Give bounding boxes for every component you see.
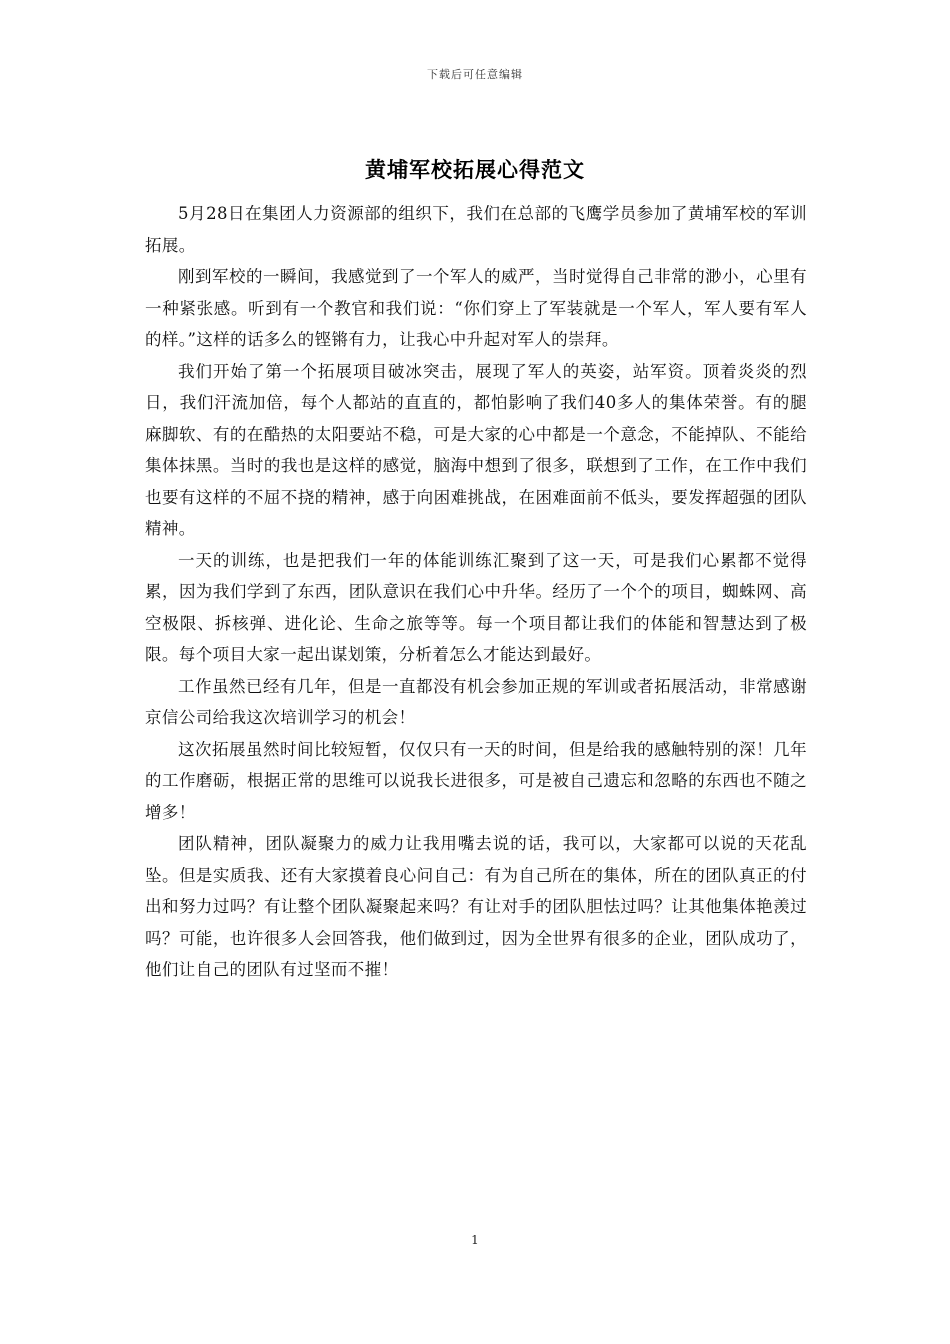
paragraph: 工作虽然已经有几年，但是一直都没有机会参加正规的军训或者拓展活动，非常感谢京信公司给我这次培训学习的机会！	[145, 676, 807, 727]
paragraph: 一天的训练，也是把我们一年的体能训练汇聚到了这一天，可是我们心累都不觉得累，因为我们学到了东西，团队意识在我们心中升华。经历了一个个的项目，蜘蛛网、高空极限、拆核弹、进化论、生命之旅等等。每一个项目都让我们的体能和智慧达到了极限。每个项目大家一起出谋划策，分析着怎么才能达到最好。	[145, 550, 807, 664]
header-note: 下载后可任意编辑	[427, 68, 523, 81]
paragraph: 我们开始了第一个拓展项目破冰突击，展现了军人的英姿，站军资。顶着炎炎的烈日，我们汗流加倍，每个人都站的直直的，都怕影响了我们40多人的集体荣誉。有的腿麻脚软、有的在酷热的太阳要站不稳，可是大家的心中都是一个意念，不能掉队、不能给集体抹黑。当时的我也是这样的感觉，脑海中想到了很多，联想到了工作，在工作中我们也要有这样的不屈不挠的精神，感于向困难挑战，在困难面前不低头，要发挥超强的团队精神。	[145, 361, 807, 538]
document-title: 黄埔军校拓展心得范文	[365, 157, 585, 182]
document-body	[145, 198, 807, 986]
paragraph: 这次拓展虽然时间比较短暂，仅仅只有一天的时间，但是给我的感触特别的深！几年的工作磨砺，根据正常的思维可以说我长进很多，可是被自己遗忘和忽略的东西也不随之增多！	[145, 739, 807, 822]
paragraph: 团队精神，团队凝聚力的威力让我用嘴去说的话，我可以，大家都可以说的天花乱坠。但是实质我、还有大家摸着良心问自己：有为自己所在的集体，所在的团队真正的付出和努力过吗？有让整个团队凝聚起来吗？有让对手的团队胆怯过吗？让其他集体艳羡过吗？可能，也许很多人会回答我，他们做到过，因为全世界有很多的企业，团队成功了，他们让自己的团队有过坚而不摧！	[145, 834, 807, 979]
paragraph: 5月28日在集团人力资源部的组织下，我们在总部的飞鹰学员参加了黄埔军校的军训拓展。	[145, 204, 807, 255]
page-number: 1	[471, 1233, 479, 1247]
paragraph: 刚到军校的一瞬间，我感觉到了一个军人的威严，当时觉得自己非常的渺小，心里有一种紧张感。听到有一个教官和我们说：“你们穿上了军装就是一个军人，军人要有军人的样。”这样的话多么的铿锵有力，让我心中升起对军人的崇拜。	[145, 267, 807, 349]
